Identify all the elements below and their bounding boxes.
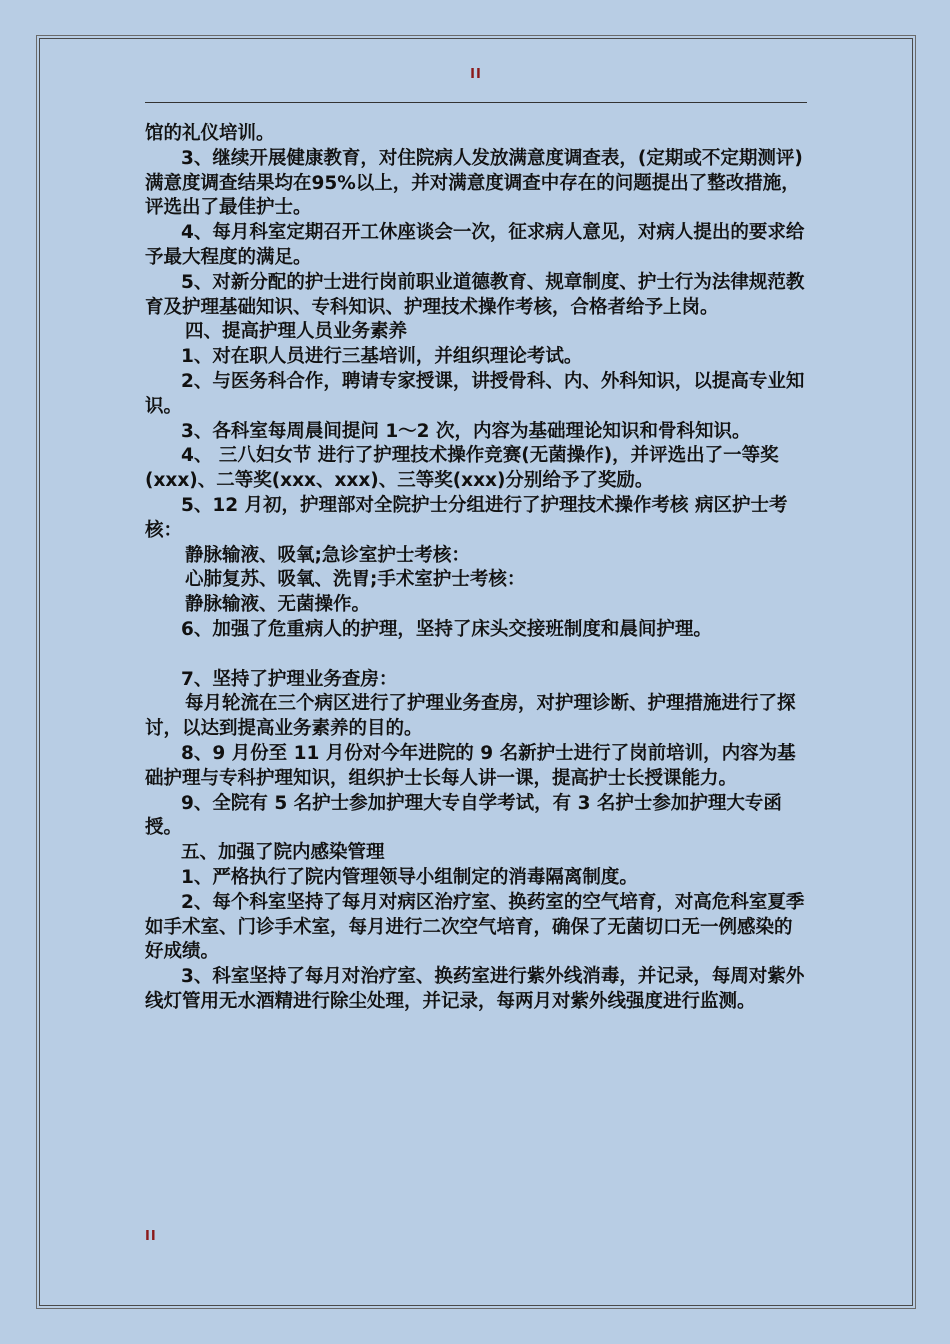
paragraph: 2、每个科室坚持了每月对病区治疗室、换药室的空气培育，对高危科室夏季如手术室、门诊手术室，每月进行二次空气培育，确保了无菌切口无一例感染的好成绩。 [145,891,805,963]
paragraph: 心肺复苏、吸氧、洗胃;手术室护士考核： [185,569,526,591]
header-mark: II [470,67,482,82]
paragraph: 5、12 月初，护理部对全院护士分组进行了护理技术操作考核 病区护士考核： [145,494,788,541]
page [39,38,913,1306]
paragraph: 静脉输液、吸氧;急诊室护士考核： [185,544,470,566]
paragraph: 9、全院有 5 名护士参加护理大专自学考试，有 3 名护士参加护理大专函授。 [145,792,782,839]
paragraph: 7、坚持了护理业务查房： [181,668,398,690]
paragraph: 1、对在职人员进行三基培训，并组织理论考试。 [181,346,583,368]
document-body [145,122,810,1015]
paragraph: 2、与医务科合作，聘请专家授课，讲授骨科、内、外科知识，以提高专业知识。 [145,370,805,417]
paragraph: 3、各科室每周晨间提问 1～2 次，内容为基础理论知识和骨科知识。 [181,420,751,442]
paragraph: 3、继续开展健康教育，对住院病人发放满意度调查表，(定期或不定期测评)满意度调查结果均在95%以上，并对满意度调查中存在的问题提出了整改措施，评选出了最佳护士。 [145,147,803,219]
paragraph: 4、每月科室定期召开工休座谈会一次，征求病人意见，对病人提出的要求给予最大程度的满足。 [145,222,805,268]
paragraph: 6、加强了危重病人的护理，坚持了床头交接班制度和晨间护理。 [181,618,712,640]
header-divider [145,102,807,103]
section-heading: 五、加强了院内感染管理 [181,842,385,864]
paragraph: 5、对新分配的护士进行岗前职业道德教育、规章制度、护士行为法律规范教育及护理基础知识、专科知识、护理技术操作考核，合格者给予上岗。 [145,271,805,318]
footer-mark: II [145,1229,157,1244]
paragraph: 4、 三八妇女节 进行了护理技术操作竞赛(无菌操作)，并评选出了一等奖(xxx)、二等奖(xxx、xxx)、三等奖(xxx)分别给予了奖励。 [145,445,779,492]
paragraph: 8、9 月份至 11 月份对今年进院的 9 名新护士进行了岗前培训，内容为基础护理与专科护理知识，组织护士长每人讲一课，提高护士长授课能力。 [145,742,796,789]
section-heading: 四、提高护理人员业务素养 [185,321,408,343]
paragraph: 3、科室坚持了每月对治疗室、换药室进行紫外线消毒，并记录，每周对紫外线灯管用无水酒精进行除尘处理，并记录，每两月对紫外线强度进行监测。 [145,966,805,1012]
paragraph: 馆的礼仪培训。 [145,123,275,144]
blank-line [145,643,810,668]
paragraph: 1、严格执行了院内管理领导小组制定的消毒隔离制度。 [181,866,638,888]
paragraph: 静脉输液、无菌操作。 [185,594,371,616]
paragraph: 每月轮流在三个病区进行了护理业务查房，对护理诊断、护理措施进行了探讨，以达到提高业务素养的目的。 [145,693,796,740]
